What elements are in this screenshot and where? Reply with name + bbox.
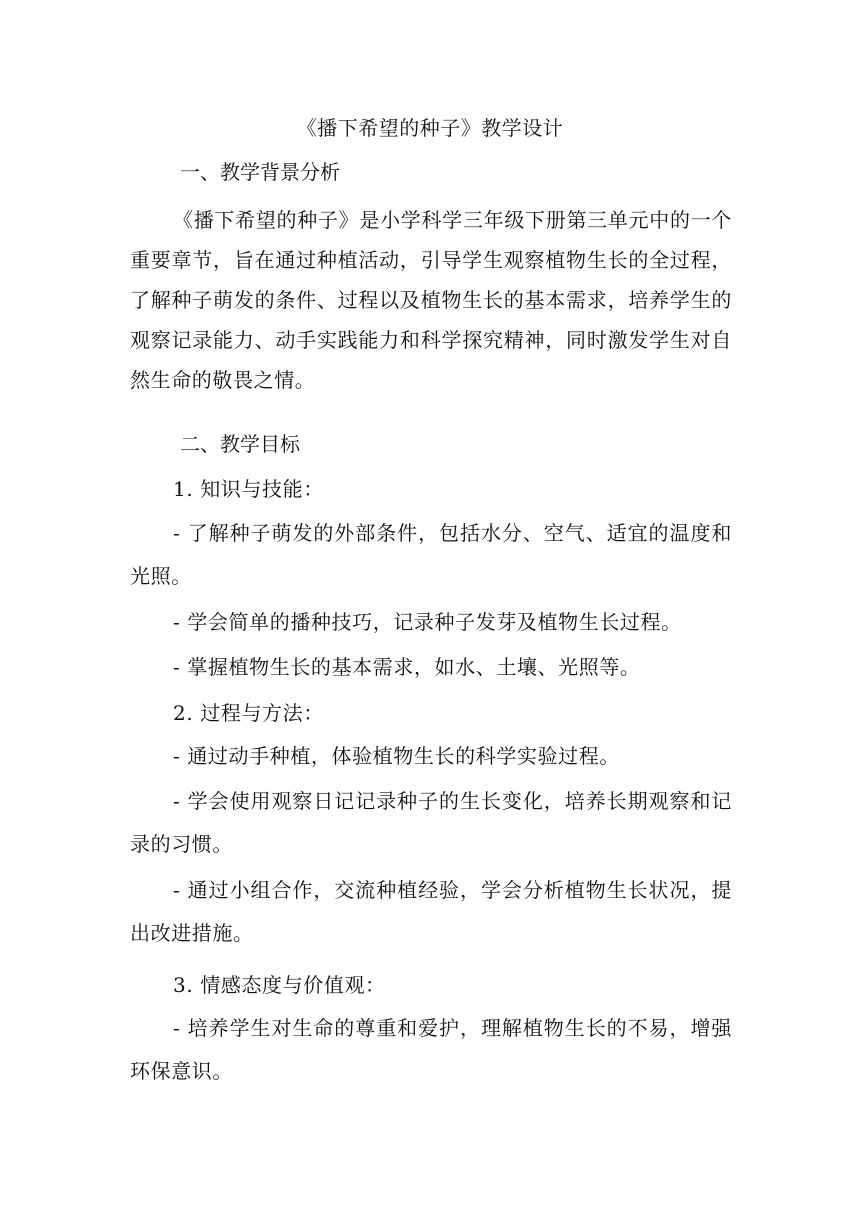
background-paragraph: 《播下希望的种子》是小学科学三年级下册第三单元中的一个重要章节，旨在通过种植活动，引导学生观察植物生长的全过程，了解种子萌发的条件、过程以及植物生长的基本需求，培养学生的观察记录能力、动手实践能力和科学探究精神，同时激发学生对自然生命的敬畏之情。: [130, 208, 732, 392]
goal-process-item: - 通过小组合作，交流种植经验，学会分析植物生长状况，提出改进措施。: [130, 878, 732, 945]
section-heading-background: 一、教学背景分析: [180, 160, 340, 184]
goal-knowledge-item: - 了解种子萌发的外部条件，包括水分、空气、适宜的温度和光照。: [130, 521, 732, 588]
goal-process-item: - 通过动手种植，体验植物生长的科学实验过程。: [173, 744, 620, 768]
goal-knowledge-label: 1. 知识与技能：: [173, 477, 324, 501]
goal-values-label: 3. 情感态度与价值观：: [173, 973, 386, 997]
goal-process-item: - 学会使用观察日记记录种子的生长变化，培养长期观察和记录的习惯。: [130, 789, 732, 856]
goal-process-label: 2. 过程与方法：: [173, 701, 324, 725]
section-heading-goals: 二、教学目标: [180, 432, 300, 456]
document-title: 《播下希望的种子》教学设计: [296, 116, 564, 140]
goal-values-item: - 培养学生对生命的尊重和爱护，理解植物生长的不易，增强环保意识。: [130, 1016, 732, 1083]
goal-knowledge-item: - 掌握植物生长的基本需求，如水、土壤、光照等。: [173, 655, 641, 679]
goal-knowledge-item: - 学会简单的播种技巧，记录种子发芽及植物生长过程。: [173, 610, 682, 634]
